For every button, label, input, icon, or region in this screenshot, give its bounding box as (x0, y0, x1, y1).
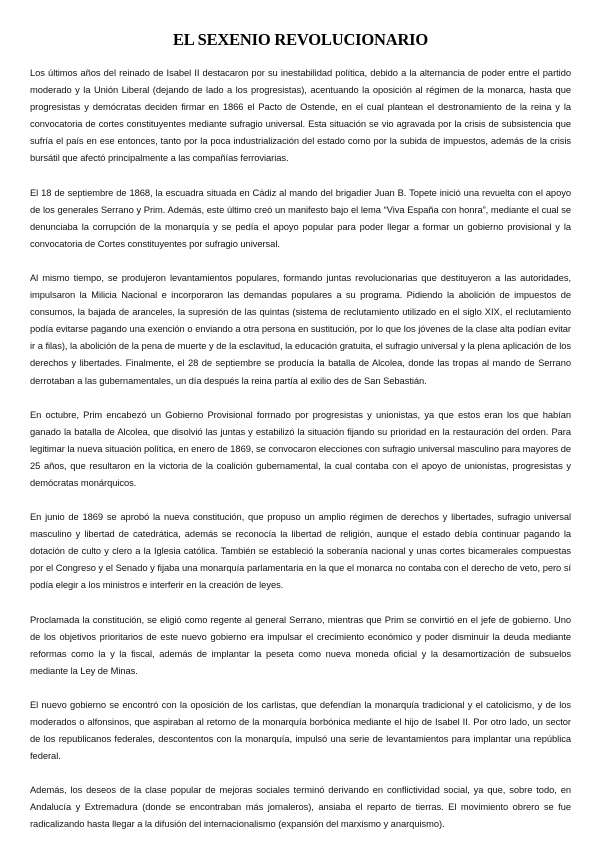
paragraph-gobierno-provisional: En octubre, Prim encabezó un Gobierno Provisional formado por progresistas y unionistas, ya que estos eran los que habían ganado la batalla de Alcolea, que disolvió las juntas y estabilizó la situación fijando su prioridad en la restauración del orden. Para legitimar la nueva situación política, en enero de 1869, se convocaron elecciones con sufragio universal masculino para mayores de 25 años, que resultaron en la victoria de la coalición gubernamental, la cual contaba con el apoyo de unionistas, progresistas y demócratas monárquicos. (30, 409, 571, 488)
document-title: EL SEXENIO REVOLUCIONARIO (172, 30, 429, 49)
paragraph-constitucion-1869: En junio de 1869 se aprobó la nueva constitución, que propuso un amplio régimen de derechos y libertades, sufragio universal masculino y libertad de catedrática, además se reconocía la libertad de religión, aunque el estado debía continuar pagando la dotación de culto y clero a la Iglesia católica. También se estableció la soberanía nacional y unas cortes bicamerales compuestas por el Congreso y el Senado y fijaba una monarquía parlamentaria en la que el monarca no contaba con el derecho de veto, pero sí podía elegir a los ministros e interferir en la creación de leyes. (30, 512, 571, 591)
paragraph-revuelta-cadiz: El 18 de septiembre de 1868, la escuadra situada en Cádiz al mando del brigadier Juan B. Topete inició una revuelta con el apoyo de los generales Serrano y Prim. Además, este último creó un manifesto bajo el lema “Viva España con honra”, mediante el cual se denunciaba la corrupción de la monarquía y se pedía el apoyo popular para poder llegar a formar un gobierno provisional y la convocatoria de Cortes constituyentes por sufragio universal. (30, 187, 571, 249)
paragraph-oposicion: El nuevo gobierno se encontró con la oposición de los carlistas, que defendían la monarquía tradicional y el catolicismo, y de los moderados o alfonsinos, que aspiraban al retorno de la monarquía borbónica mediante el hijo de Isabel II. Por otro lado, un sector de los republicanos federales, descontentos con la monarquía, impulsó una serie de levantamientos para implantar una república federal. (30, 699, 571, 762)
paragraph-crisis-reinado: Los últimos años del reinado de Isabel II destacaron por su inestabilidad política, debido a la alternancia de poder entre el partido moderado y la Unión Liberal (dejando de lado a los progresistas), acentuando la oposición al régimen de la monarca, hasta que progresistas y demócratas deciden firmar en 1866 el Pacto de Ostende, en el cual plantean el destronamiento de la reina y la convocatoria de cortes constituyentes mediante sufragio universal. Esta situación se vio agravada por la crisis de subsistencia que sufría el país en ese entonces, tanto por la poca industrialización del estado como por la subida de impuestos, además de la crisis bursátil que afectó principalmente a las compañías ferroviarias. (30, 68, 571, 164)
paragraph-conflictividad-social: Además, los deseos de la clase popular de mejoras sociales terminó derivando en conflictividad social, ya que, sobre todo, en Andalucía y Extremadura (donde se encontraban más jornaleros), ansiaba el reparto de tierras. El movimiento obrero se fue radicalizando hasta llegar a la difusión del internacionalismo (expansión del marxismo y anarquismo). (30, 785, 571, 830)
paragraph-regencia-serrano: Proclamada la constitución, se eligió como regente al general Serrano, mientras que Prim se convirtió en el jefe de gobierno. Uno de los objetivos prioritarios de este nuevo gobierno era impulsar el crecimiento económico y poder disminuir la deuda mediante reformas como la y la fiscal, además de implantar la peseta como nueva moneda oficial y la desamortización de subsuelos mediante la Ley de Minas. (30, 614, 571, 676)
paragraph-juntas-revolucionarias: Al mismo tiempo, se produjeron levantamientos populares, formando juntas revolucionarias que destituyeron a las autoridades, impulsaron la Milicia Nacional e incorporaron las demandas populares a su programa. Pidiendo la abolición de impuestos de consumos, la bajada de aranceles, la supresión de las quintas (sistema de reclutamiento utilizado en el siglo XIX, el reclutamiento podía evitarse pagando una exención o enviando a otra persona en sustitución, por lo que los jóvenes de la clase alta podían evitar ir a filas), la abolición de la pena de muerte y de la esclavitud, la educación gratuita, el sufragio universal y la plena aplicación de los derechos y libertades. Finalmente, el 28 de septiembre se producía la batalla de Alcolea, donde las tropas al mando de Serrano derrotaban a las gubernamentales, un día después la reina partía al exilio des de San Sebastián. (30, 272, 571, 386)
